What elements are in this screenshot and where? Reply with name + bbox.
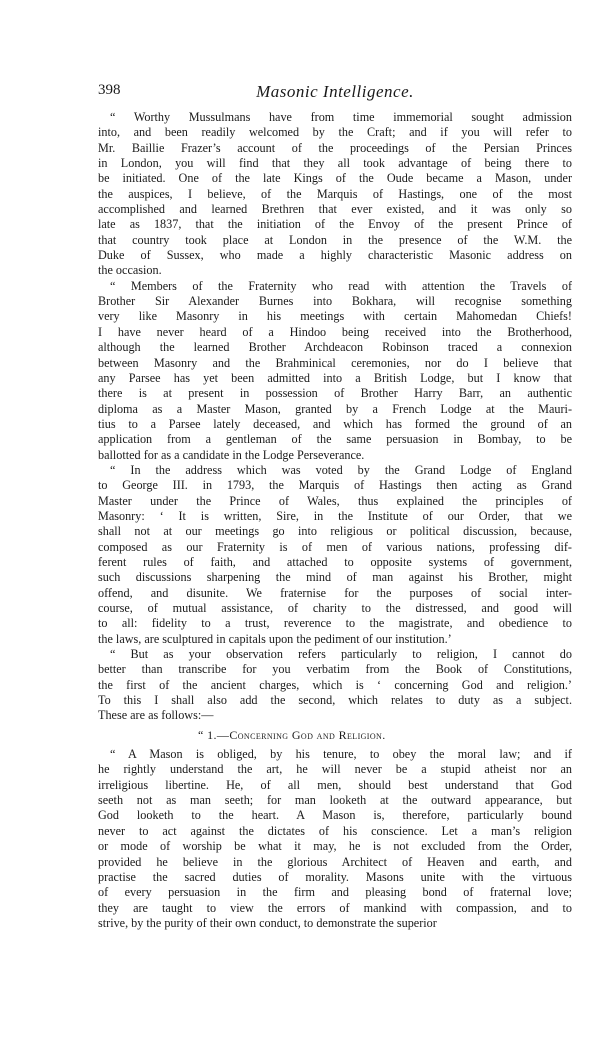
text-line: late as 1837, that the initiation of the Envoy of the present Prince of: [98, 217, 572, 232]
text-line: “ Worthy Mussulmans have from time immemorial sought admission: [110, 110, 572, 124]
text-line: I have never heard of a Hindoo being received into the Brotherhood,: [98, 324, 572, 339]
text-line: Duke of Sussex, who made a highly characteristic Masonic address on: [98, 248, 572, 263]
text-line: “ In the address which was voted by the Grand Lodge of England: [110, 462, 572, 477]
text-line: “ But as your observation refers particularly to religion, I cannot do: [110, 647, 572, 662]
section-heading: “ 1.—Concerning God and Religion.: [198, 727, 386, 742]
running-head: [98, 82, 572, 104]
text-line: seeth not as man seeth; for man looketh at the outward appearance, but: [98, 793, 572, 808]
text-line: provided he believe in the glorious Architect of Heaven and earth, and: [98, 854, 572, 869]
text-line: diploma as a Master Mason, granted by a French Lodge at the Mauri-: [98, 401, 572, 416]
running-title: Masonic Intelligence.: [256, 82, 414, 101]
paragraph: [98, 463, 572, 647]
text-line: between Masonry and the Brahminical ceremonies, nor do I believe that: [98, 355, 572, 370]
paragraph: [98, 647, 572, 724]
text-line: irreligious libertine. He, of all men, should best understand that God: [98, 777, 572, 792]
paragraph: [98, 279, 572, 463]
text-line: shall not at our meetings go into religious or political discussion, because,: [98, 524, 572, 539]
text-line: strive, by the purity of their own conduct, to demonstrate the superior: [98, 915, 437, 930]
text-line: offend, and disunite. We fraternise for the purposes of social inter-: [98, 585, 572, 600]
text-line: there is at present in possession of Brother Harry Barr, an authentic: [98, 386, 572, 401]
text-line: better than transcribe for you verbatim from the Book of Constitutions,: [98, 662, 572, 677]
text-line: the laws, are sculptured in capitals upon the pediment of our institution.’: [98, 631, 452, 646]
text-line: ferent rules of faith, and attached to opposite systems of government,: [98, 554, 572, 569]
text-line: ballotted for as a candidate in the Lodge Perseverance.: [98, 447, 365, 462]
text-line: he rightly understand the art, he will never be a stupid atheist nor an: [98, 762, 572, 777]
text-line: the occasion.: [98, 263, 162, 278]
text-line: of every persuasion in the firm and pleasing bond of fraternal love;: [98, 885, 572, 900]
text-line: To this I shall also add the second, which relates to duty as a subject.: [98, 693, 572, 708]
text-line: be initiated. One of the late Kings of the Oude became a Mason, under: [98, 171, 572, 186]
body-text: [98, 110, 572, 931]
paragraph: [98, 110, 572, 279]
text-line: Master under the Prince of Wales, thus explained the principles of: [98, 493, 572, 508]
text-line: such discussions sharpening the mind of man against his Brother, might: [98, 570, 572, 585]
text-line: to George III. in 1793, the Marquis of Hastings then acting as Grand: [98, 478, 572, 493]
text-line: any Parsee has yet been admitted into a British Lodge, but I know that: [98, 370, 572, 385]
text-line: practise the sacred duties of morality. Masons unite with the virtuous: [98, 869, 572, 884]
text-line: the auspices, I believe, of the Marquis of Hastings, one of the most: [98, 186, 572, 201]
text-line: into, and been readily welcomed by the Craft; and if you will refer to: [98, 125, 572, 140]
text-line: they are taught to view the errors of mankind with compassion, and to: [98, 900, 572, 915]
text-line: These are as follows:—: [98, 708, 214, 723]
text-line: Masonry: ‘ It is written, Sire, in the Institute of our Order, that we: [98, 508, 572, 523]
text-line: course, of mutual assistance, of charity to the distressed, and good will: [98, 601, 572, 615]
text-line: composed as our Fraternity is of men of various nations, professing dif-: [98, 539, 572, 554]
text-line: application from a gentleman of the same persuasion in Bombay, to be: [98, 432, 572, 447]
text-line: Mr. Baillie Frazer’s account of the proceedings of the Persian Princes: [98, 140, 572, 155]
text-line: Brother Sir Alexander Burnes into Bokhara, will recognise something: [98, 294, 572, 309]
text-line: never to act against the dictates of his conscience. Let a man’s religion: [98, 823, 572, 838]
page-number: 398: [98, 82, 121, 98]
text-line: tius to a Parsee lately deceased, and which has formed the ground of an: [98, 416, 572, 431]
text-line: in London, you will find that they all took advantage of being there to: [98, 156, 572, 171]
text-line: the first of the ancient charges, which is ‘ concerning God and religion.’: [98, 677, 572, 692]
text-line: God looketh to the heart. A Mason is, therefore, particularly bound: [98, 808, 572, 823]
text-line: “ Members of the Fraternity who read with attention the Travels of: [110, 278, 572, 293]
text-line: accomplished and learned Brethren that ever existed, and it was only so: [98, 202, 572, 217]
text-line: “ A Mason is obliged, by his tenure, to obey the moral law; and if: [110, 747, 572, 762]
text-line: very like Masonry in his meetings with certain Mahomedan Chiefs!: [98, 309, 572, 324]
text-line: that country took place at London in the presence of the W.M. the: [98, 232, 572, 247]
paragraph: [98, 747, 572, 931]
text-line: to all: fidelity to a trust, reverence to the magistrate, and obedience to: [98, 616, 572, 631]
text-line: or mode of worship be what it may, he is not excluded from the Order,: [98, 839, 572, 854]
text-line: although the learned Brother Archdeacon Robinson traced a connexion: [98, 340, 572, 355]
book-page: [98, 82, 572, 931]
